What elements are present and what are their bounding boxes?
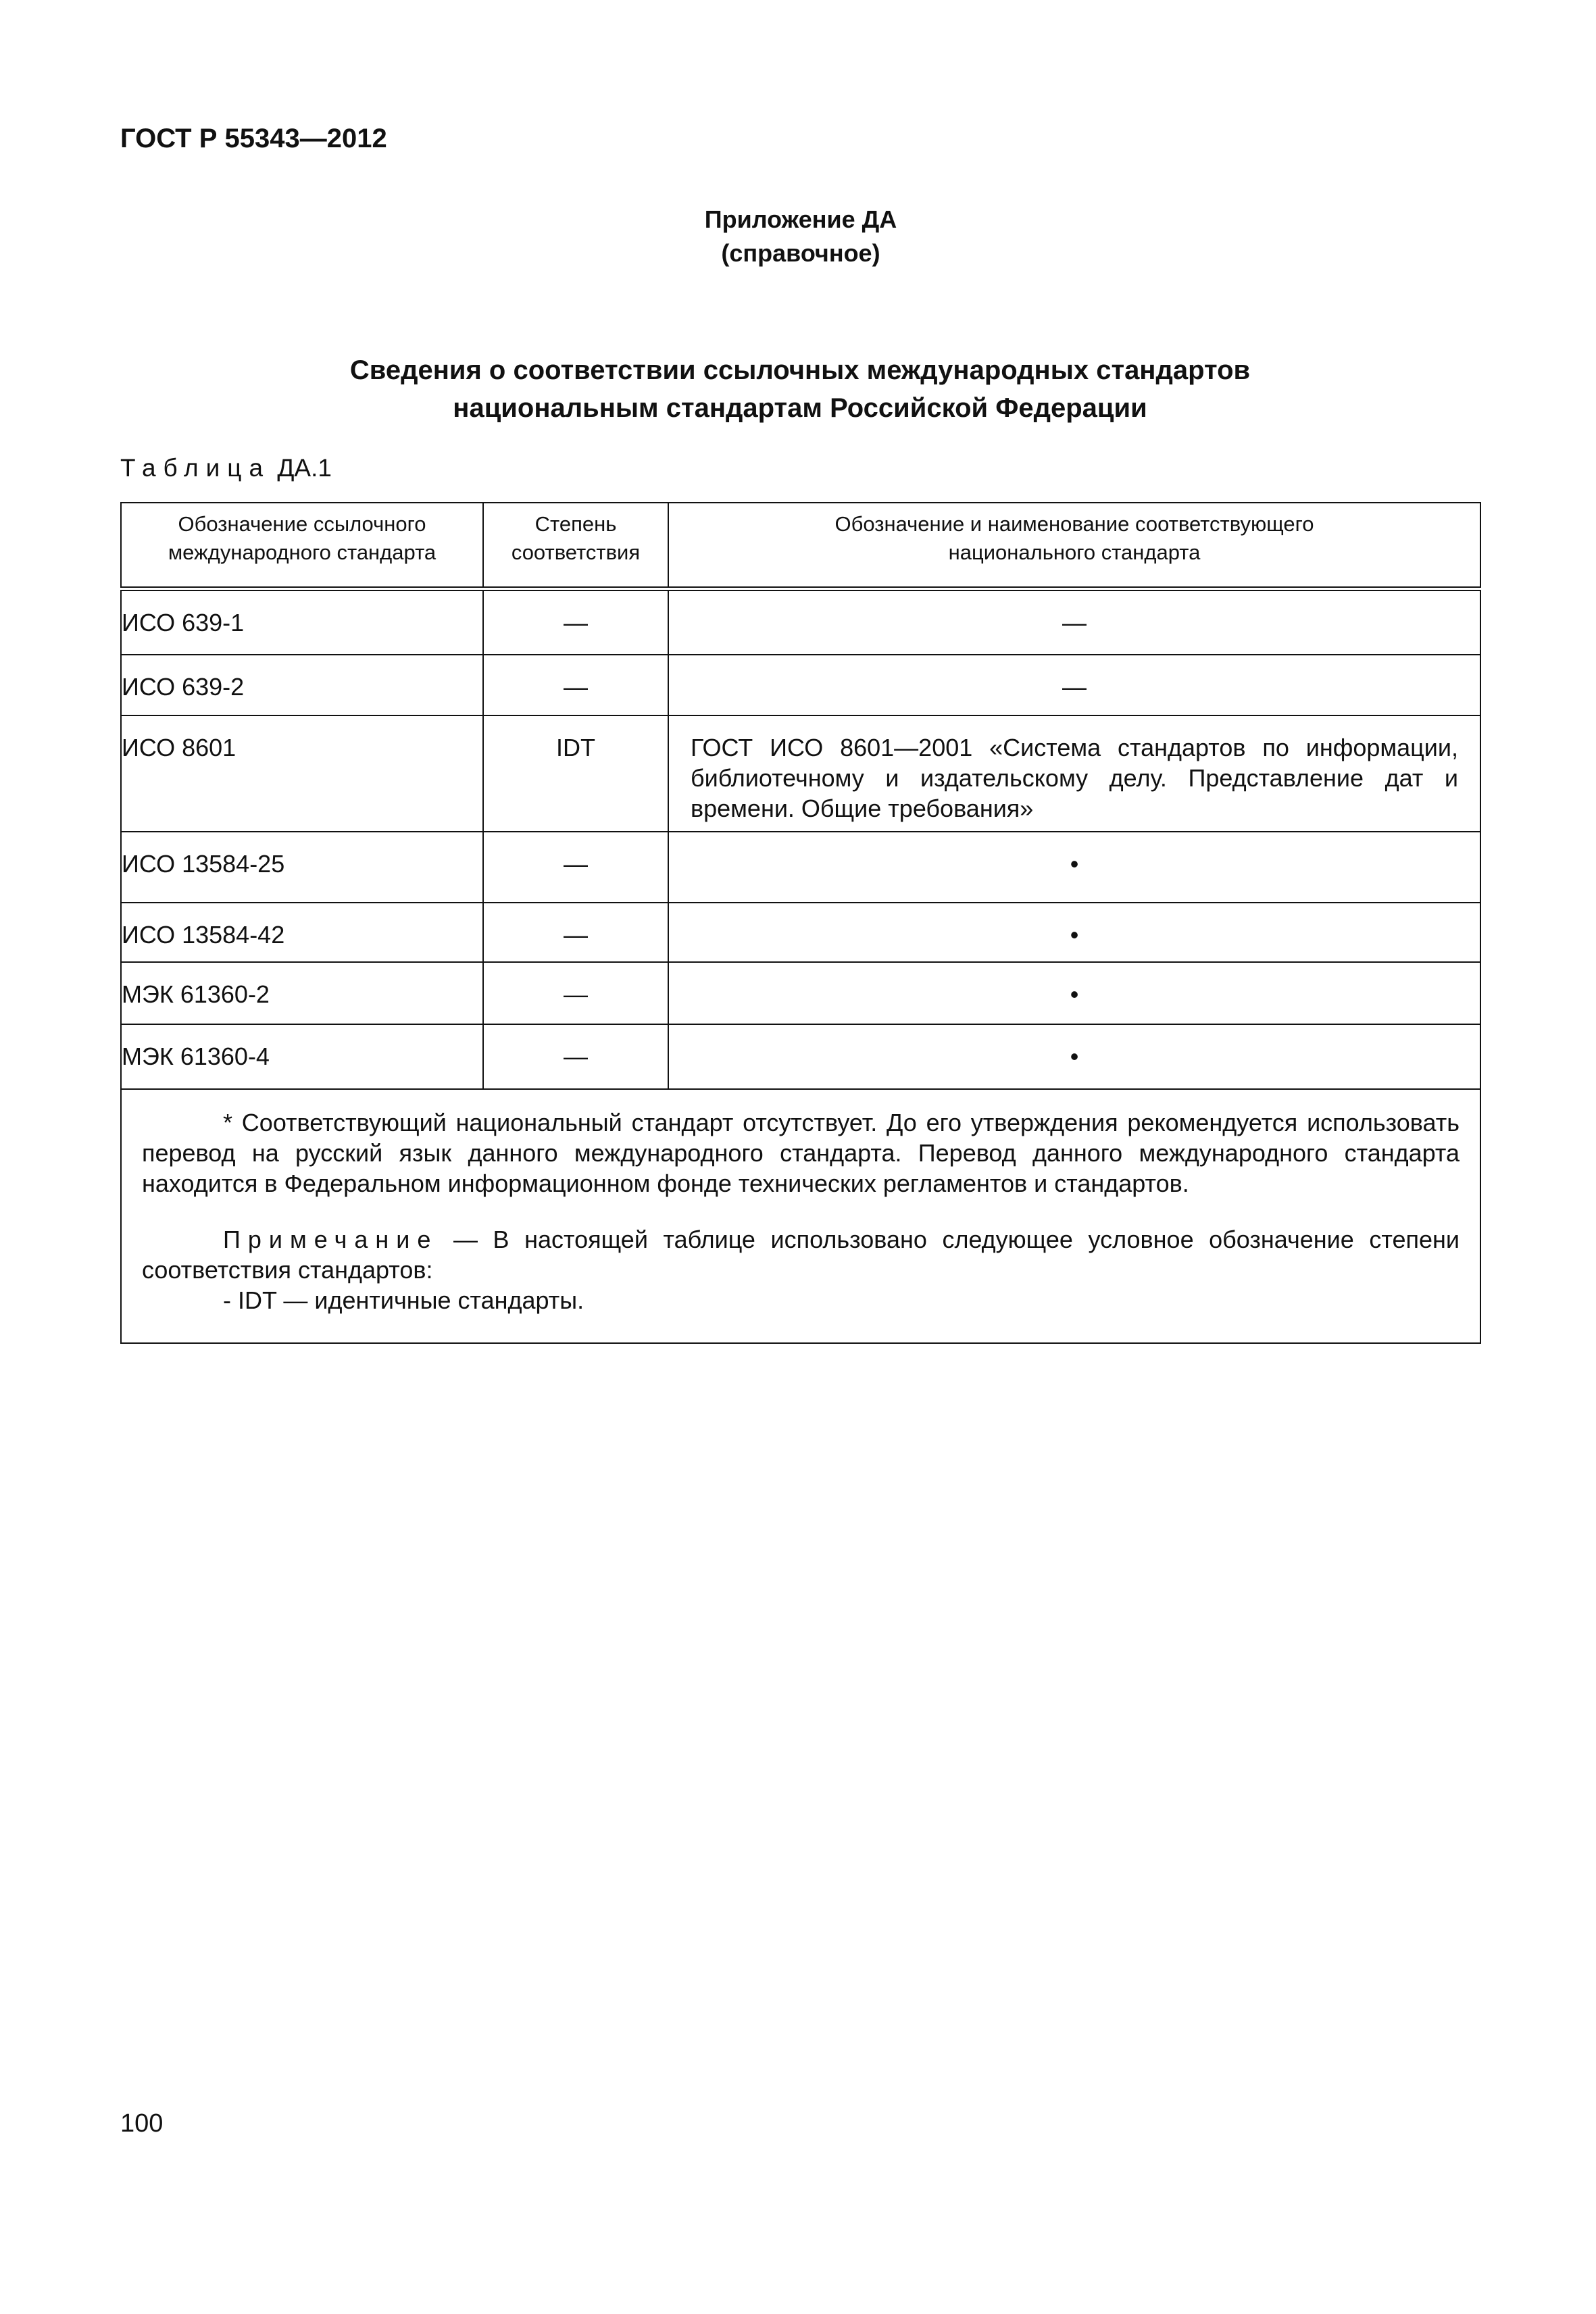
cell-code: ИСО 8601 xyxy=(121,715,483,832)
table-row xyxy=(121,1024,1480,1089)
page-number: 100 xyxy=(120,2109,164,2138)
header-code-line-2: международного стандарта xyxy=(168,540,437,564)
cell-code: ИСО 13584-25 xyxy=(121,832,483,903)
header-national xyxy=(668,503,1480,588)
annex-title-line-2: национальным стандартам Российской Федерации xyxy=(453,393,1147,423)
cell-degree: — xyxy=(483,588,668,655)
footnote-text: * Соответствующий национальный стандарт отсутствует. До его утверждения рекомендуется использовать перевод на русский язык данного международного стандарта. Перевод данного международного стандарта находится в Федеральном информационном фонде технических регламентов и стандартов. xyxy=(142,1109,1460,1197)
table-label xyxy=(120,454,332,482)
table-label-number: ДА.1 xyxy=(277,454,332,482)
header-degree xyxy=(483,503,668,588)
cell-code: ИСО 13584-42 xyxy=(121,903,483,962)
table-row xyxy=(121,832,1480,903)
cell-degree: — xyxy=(483,832,668,903)
header-degree-line-2: соответствия xyxy=(511,540,641,564)
header-national-line-2: национального стандарта xyxy=(948,540,1201,564)
cell-code: МЭК 61360-2 xyxy=(121,962,483,1024)
annex-heading xyxy=(0,203,1596,270)
header-national-line-1: Обозначение и наименование соответствующего xyxy=(834,512,1314,536)
header-degree-line-1: Степень xyxy=(534,512,617,536)
document-id: ГОСТ Р 55343—2012 xyxy=(120,124,387,153)
cell-national: — xyxy=(668,588,1480,655)
annex-name: Приложение ДА xyxy=(704,205,897,233)
table-row xyxy=(121,962,1480,1024)
cell-code: МЭК 61360-4 xyxy=(121,1024,483,1089)
table-footnote-cell xyxy=(121,1089,1480,1343)
table-row xyxy=(121,655,1480,715)
table-row xyxy=(121,903,1480,962)
annex-type: (справочное) xyxy=(721,239,880,267)
table-footnote-row xyxy=(121,1089,1480,1343)
note-label: Примечание xyxy=(223,1226,439,1253)
note-paragraph xyxy=(142,1224,1460,1285)
cell-degree: — xyxy=(483,1024,668,1089)
note-text: — В настоящей таблице использовано следующее условное обозначение степени соответствия стандартов: xyxy=(142,1226,1460,1284)
cell-national: — xyxy=(668,655,1480,715)
annex-title xyxy=(120,351,1480,427)
standards-table xyxy=(120,502,1481,1344)
cell-degree: — xyxy=(483,962,668,1024)
cell-national: • xyxy=(668,1024,1480,1089)
cell-national: • xyxy=(668,962,1480,1024)
cell-national: • xyxy=(668,903,1480,962)
cell-degree: — xyxy=(483,903,668,962)
cell-degree: — xyxy=(483,655,668,715)
table-header-row xyxy=(121,503,1480,588)
cell-national: • xyxy=(668,832,1480,903)
annex-title-line-1: Сведения о соответствии ссылочных международных стандартов xyxy=(349,355,1251,385)
cell-code: ИСО 639-1 xyxy=(121,588,483,655)
table-row xyxy=(121,588,1480,655)
cell-degree: IDT xyxy=(483,715,668,832)
note-item: - IDT — идентичные стандарты. xyxy=(223,1286,584,1314)
cell-national: ГОСТ ИСО 8601—2001 «Система стандартов по информации, библиотечному и издательскому делу. Представление дат и времени. Общие требования» xyxy=(668,715,1480,832)
table-label-word: Таблица xyxy=(120,454,271,482)
header-code-line-1: Обозначение ссылочного xyxy=(178,512,426,536)
cell-code: ИСО 639-2 xyxy=(121,655,483,715)
header-code xyxy=(121,503,483,588)
table-row xyxy=(121,715,1480,832)
